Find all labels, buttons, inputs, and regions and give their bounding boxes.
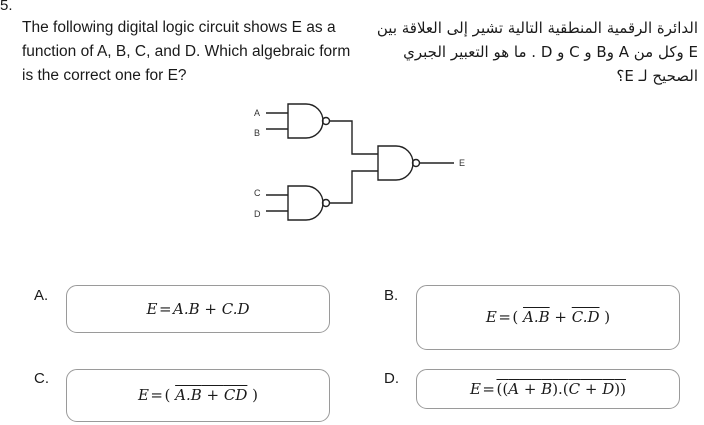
input-label-a: A [254, 108, 261, 118]
input-label-d: D [254, 209, 261, 219]
question-text-english: The following digital logic circuit shows E as a function of A, B, C, and D. Which algebraic form is the correct one for E? [22, 19, 351, 84]
option-a-expression: E = A.B + C.D [146, 299, 250, 318]
option-b-letter: B. [384, 287, 399, 304]
option-c-letter: C. [34, 370, 49, 387]
logic-circuit-diagram [240, 96, 480, 232]
option-a-box[interactable] [66, 285, 330, 333]
option-a-letter: A. [34, 287, 49, 304]
output-label-e: E [459, 158, 466, 168]
nand-gate-2 [288, 186, 323, 220]
option-d-expression: E = ((A + B).(C + D)) [469, 379, 627, 398]
wire-g2-out [330, 171, 379, 203]
option-c-expression: E = ( A.B + CD ) [137, 386, 258, 404]
nand-gate-1 [288, 104, 323, 138]
wire-g1-out [330, 121, 379, 154]
option-c-box[interactable] [66, 369, 330, 422]
input-label-c: C [254, 188, 261, 198]
input-label-b: B [254, 128, 261, 138]
option-d-letter: D. [384, 370, 399, 387]
option-b-expression: E = ( A.B + C.D ) [485, 308, 611, 326]
question-number: 5. [0, 0, 13, 14]
nand-gate-3 [378, 146, 413, 180]
option-d-box[interactable] [416, 369, 680, 409]
question-text-arabic: الدائرة الرقمية المنطقية التالية تشير إلى العلاقة بين E وكل من A وB و C و D . ما هو التعبير الجبري الصحيح لـ E؟ [376, 19, 698, 85]
option-b-box[interactable] [416, 285, 680, 350]
